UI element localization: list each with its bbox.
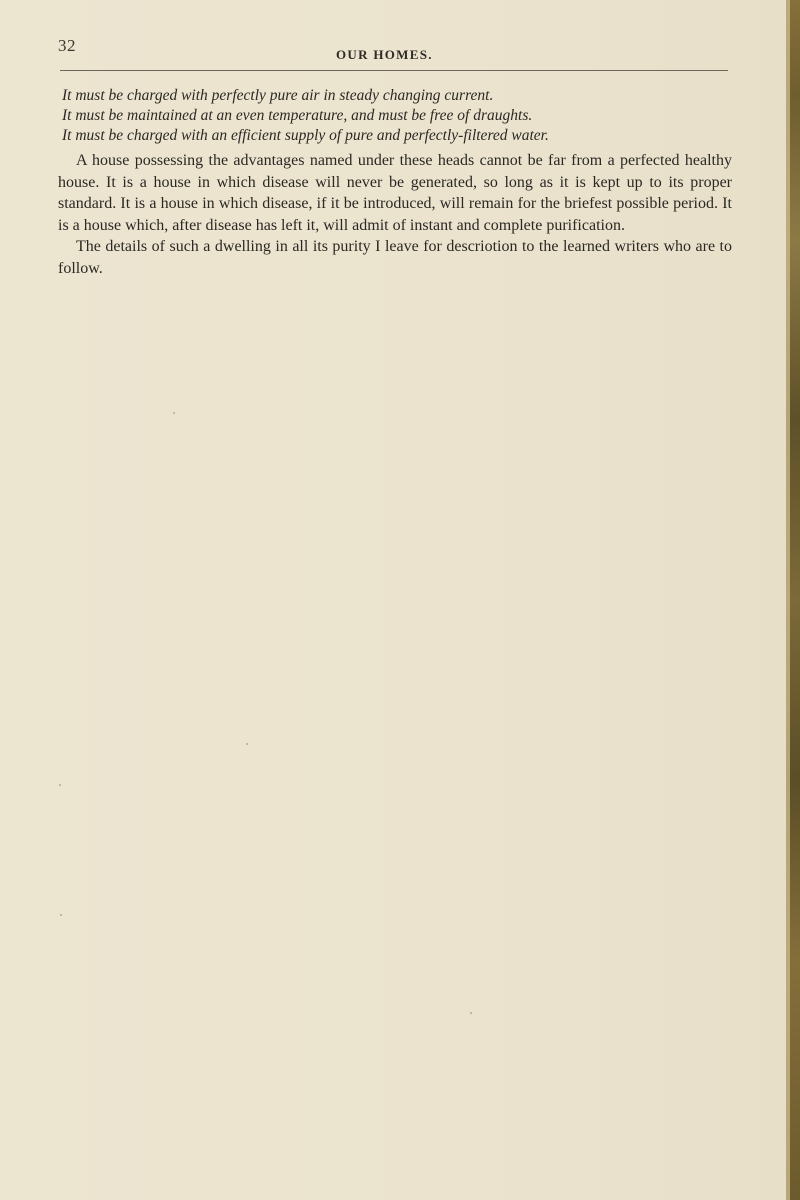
paragraph: The details of such a dwelling in all its purity I leave for descriotion to the learned writers who are to follow. xyxy=(58,238,732,277)
requirement-line: It must be charged with perfectly pure air in steady changing current. xyxy=(62,87,494,104)
italic-requirements xyxy=(62,86,762,146)
requirement-line: It must be maintained at an even temperature, and must be free of draughts. xyxy=(62,107,533,124)
requirement-line: It must be charged with an efficient supply of pure and perfectly-filtered water. xyxy=(62,127,549,144)
running-head: OUR HOMES. xyxy=(336,47,433,62)
header-rule xyxy=(60,70,728,71)
page-edge xyxy=(786,0,800,1200)
page-number: 32 xyxy=(58,36,76,55)
paragraph: A house possessing the advantages named under these heads cannot be far from a perfected healthy house. It is a house in which disease will never be generated, so long as it is kept up to its proper standard. It is a house in which disease, if it be introduced, will remain for the briefest possible period. It is a house which, after disease has left it, will admit of instant and complete purification. xyxy=(58,152,732,234)
body-text xyxy=(58,150,732,279)
